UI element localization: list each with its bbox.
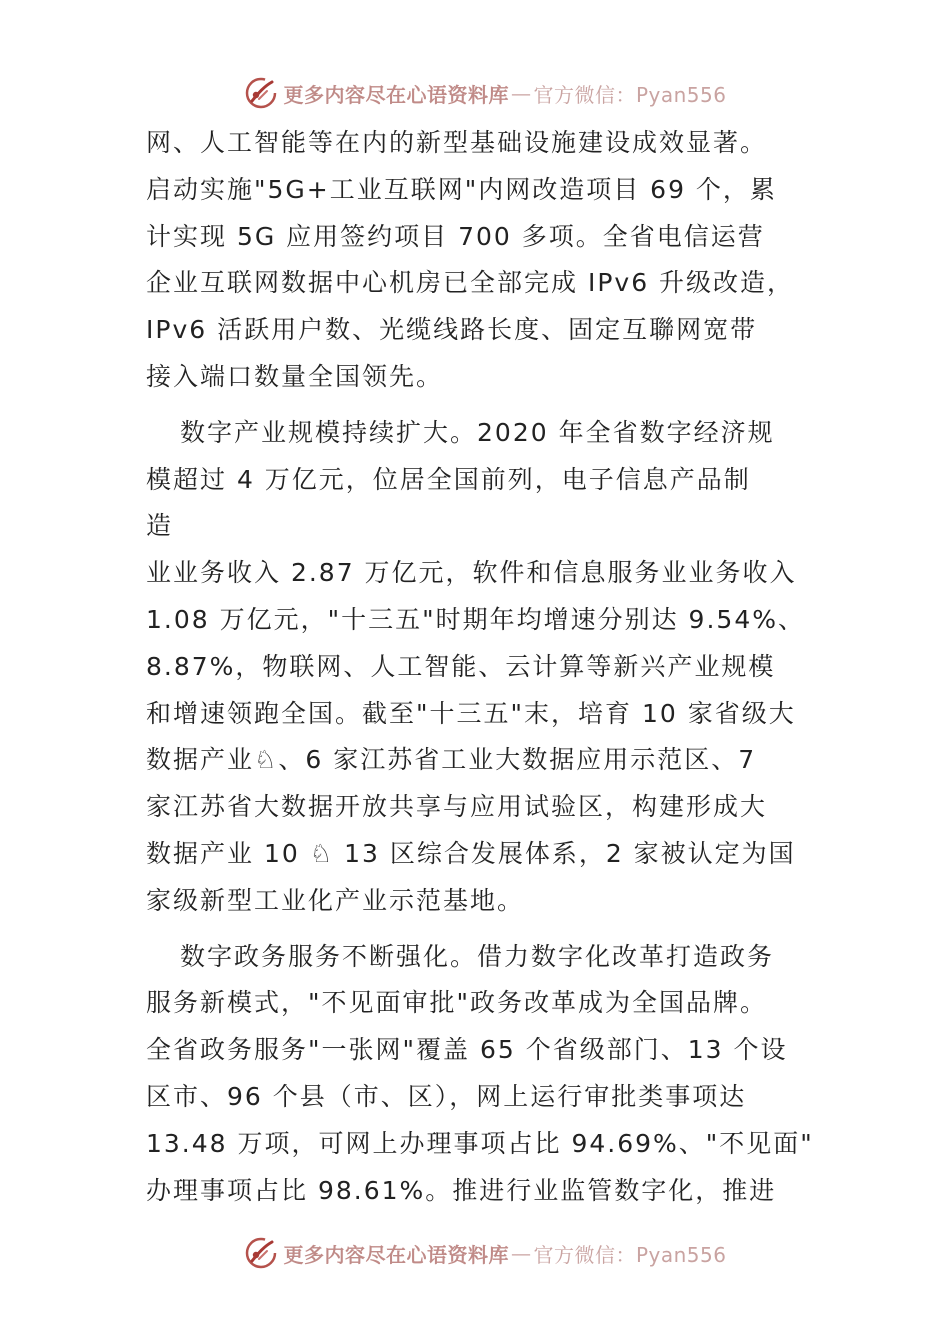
paragraph-infrastructure (146, 120, 818, 401)
text-line: 业业务收入 2.87 万亿元，软件和信息服务业业务收入 (146, 558, 797, 588)
text-line: 接入端口数量全国领先。 (146, 361, 444, 391)
text-line: 网、人工智能等在内的新型基础设施建设成效显著。 (146, 128, 768, 157)
text-line: 数字产业规模持续扩大。2020 年全省数字经济规 (180, 417, 775, 447)
text-line: 区市、96 个县（市、区），网上运行审批类事项达 (146, 1081, 747, 1111)
header-watermark (0, 73, 950, 113)
text-line: 企业互联网数据中心机房已全部完成 IPv6 升级改造， (146, 268, 795, 298)
text-line: 13.48 万项，可网上办理事项占比 94.69%、"不见面" (146, 1128, 814, 1158)
watermark-wechat-text: 官方微信：Pyan556 (533, 82, 727, 107)
text-line: 启动实施"5G+工业互联网"内网改造项目 69 个，累 (146, 174, 777, 204)
document-body (146, 120, 818, 1223)
watermark-site-text: 更多内容尽在心语资料库 (283, 1242, 509, 1267)
text-line: 模超过 4 万亿元，位居全国前列，电子信息产品制 (146, 464, 751, 494)
text-line: 数据产业♘、6 家江苏省工业大数据应用示范区、7 (146, 745, 757, 775)
paragraph-digital-industry (146, 410, 818, 925)
watermark-wechat-text: 官方微信：Pyan556 (533, 1242, 727, 1267)
text-line: 1.08 万亿元，"十三五"时期年均增速分别达 9.54%、 (146, 604, 805, 634)
text-line: 8.87%，物联网、人工智能、云计算等新兴产业规模 (146, 651, 776, 681)
text-line: IPv6 活跃用户数、光缆线路长度、固定互聯网宽带 (146, 315, 758, 345)
text-line: 办理事项占比 98.61%。推进行业监管数字化，推进 (146, 1175, 777, 1205)
text-line: 造 (146, 511, 174, 541)
text-line: 家江苏省大数据开放共享与应用试验区，构建形成大 (146, 792, 768, 822)
brush-circle-logo-icon (243, 1235, 279, 1271)
watermark-site-text: 更多内容尽在心语资料库 (283, 82, 509, 107)
text-line: 全省政务服务"一张网"覆盖 65 个省级部门、13 个设 (146, 1035, 788, 1065)
text-line: 服务新模式，"不见面审批"政务改革成为全国品牌。 (146, 988, 768, 1018)
text-line: 数据产业 10 ♘ 13 区综合发展体系，2 家被认定为国 (146, 838, 796, 868)
text-line: 家级新型工业化产业示范基地。 (146, 885, 525, 915)
text-line: 和增速领跑全国。截至"十三五"末，培育 10 家省级大 (146, 698, 796, 728)
watermark-separator: — (510, 81, 532, 105)
text-line: 数字政务服务不断强化。借力数字化改革打造政务 (180, 941, 775, 971)
brush-circle-logo-icon (243, 75, 279, 111)
text-line: 计实现 5G 应用签约项目 700 多项。全省电信运营 (146, 221, 765, 251)
watermark-separator: — (510, 1241, 532, 1265)
footer-watermark (0, 1233, 950, 1273)
paragraph-digital-government (146, 934, 818, 1215)
